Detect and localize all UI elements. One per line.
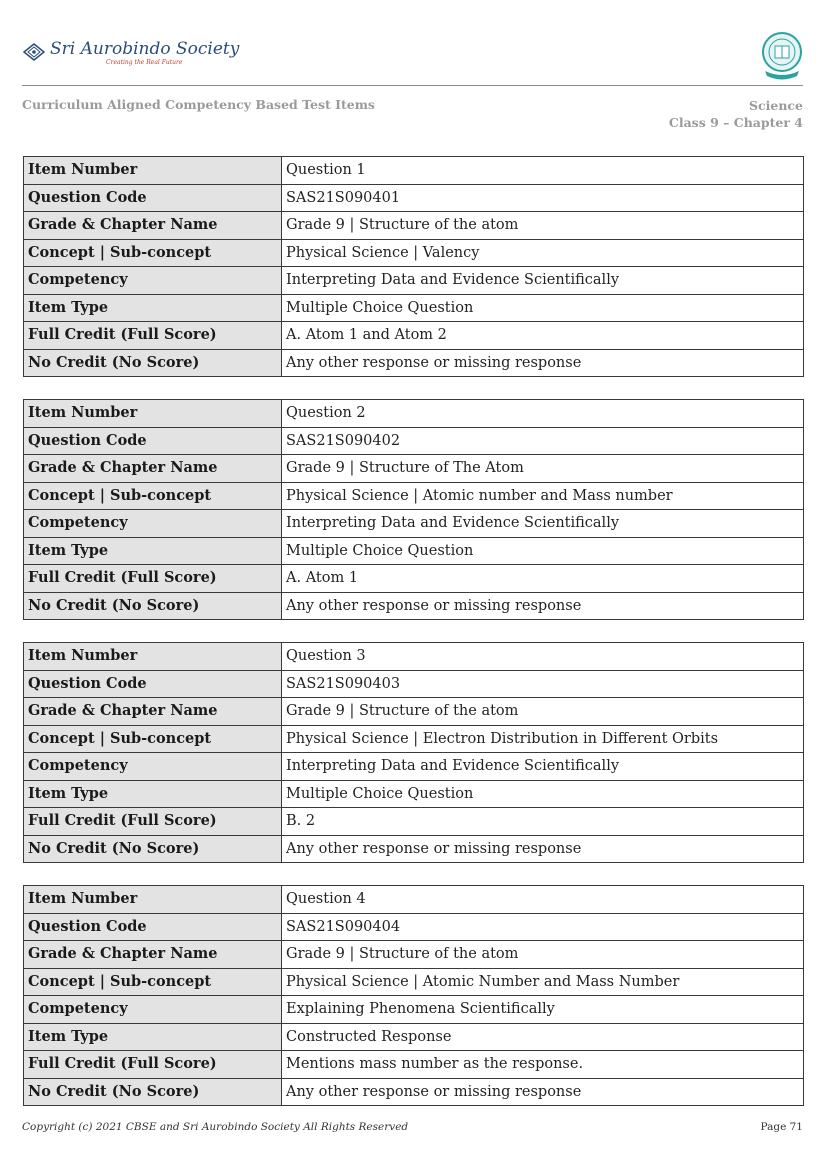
table-row xyxy=(24,1051,804,1079)
table-row xyxy=(24,725,804,753)
value-grade-chapter: Grade 9 | Structure of the atom xyxy=(282,212,804,240)
label-full-credit: Full Credit (Full Score) xyxy=(24,565,282,593)
table-row xyxy=(24,400,804,428)
table-row xyxy=(24,808,804,836)
table-row xyxy=(24,537,804,565)
value-competency: Interpreting Data and Evidence Scientifically xyxy=(282,510,804,538)
value-item-number: Question 1 xyxy=(282,157,804,185)
class-chapter-label: Class 9 – Chapter 4 xyxy=(668,115,803,130)
label-concept: Concept | Sub-concept xyxy=(24,239,282,267)
table-row xyxy=(24,157,804,185)
copyright-notice: Copyright (c) 2021 CBSE and Sri Aurobindo Society All Rights Reserved xyxy=(22,1121,409,1133)
table-row xyxy=(24,1023,804,1051)
subject-chapter-heading xyxy=(669,97,803,131)
label-question-code: Question Code xyxy=(24,670,282,698)
table-row xyxy=(24,455,804,483)
label-no-credit: No Credit (No Score) xyxy=(24,349,282,377)
value-full-credit: B. 2 xyxy=(282,808,804,836)
label-grade-chapter: Grade & Chapter Name xyxy=(24,941,282,969)
value-grade-chapter: Grade 9 | Structure of the atom xyxy=(282,698,804,726)
document-title: Curriculum Aligned Competency Based Test Items xyxy=(22,97,375,112)
value-question-code: SAS21S090402 xyxy=(282,427,804,455)
label-item-number: Item Number xyxy=(24,643,282,671)
label-concept: Concept | Sub-concept xyxy=(24,968,282,996)
table-row xyxy=(24,753,804,781)
label-no-credit: No Credit (No Score) xyxy=(24,592,282,620)
cbse-seal-logo xyxy=(761,31,803,81)
table-row xyxy=(24,565,804,593)
cbse-seal-icon xyxy=(761,31,803,81)
table-row xyxy=(24,322,804,350)
label-full-credit: Full Credit (Full Score) xyxy=(24,808,282,836)
value-full-credit: Mentions mass number as the response. xyxy=(282,1051,804,1079)
value-no-credit: Any other response or missing response xyxy=(282,349,804,377)
table-row xyxy=(24,294,804,322)
label-concept: Concept | Sub-concept xyxy=(24,482,282,510)
value-concept: Physical Science | Electron Distribution in Different Orbits xyxy=(282,725,804,753)
value-item-type: Multiple Choice Question xyxy=(282,294,804,322)
table-row xyxy=(24,941,804,969)
label-item-number: Item Number xyxy=(24,400,282,428)
label-full-credit: Full Credit (Full Score) xyxy=(24,1051,282,1079)
value-item-number: Question 3 xyxy=(282,643,804,671)
value-item-type: Multiple Choice Question xyxy=(282,537,804,565)
label-grade-chapter: Grade & Chapter Name xyxy=(24,212,282,240)
table-row xyxy=(24,482,804,510)
label-no-credit: No Credit (No Score) xyxy=(24,1078,282,1106)
value-full-credit: A. Atom 1 xyxy=(282,565,804,593)
table-row xyxy=(24,427,804,455)
value-no-credit: Any other response or missing response xyxy=(282,1078,804,1106)
label-question-code: Question Code xyxy=(24,427,282,455)
label-question-code: Question Code xyxy=(24,184,282,212)
table-row xyxy=(24,913,804,941)
table-row xyxy=(24,239,804,267)
value-no-credit: Any other response or missing response xyxy=(282,835,804,863)
org-tagline: Creating the Real Future xyxy=(106,58,183,66)
table-row xyxy=(24,1078,804,1106)
table-row xyxy=(24,835,804,863)
value-item-number: Question 2 xyxy=(282,400,804,428)
value-question-code: SAS21S090401 xyxy=(282,184,804,212)
label-question-code: Question Code xyxy=(24,913,282,941)
label-item-type: Item Type xyxy=(24,1023,282,1051)
value-question-code: SAS21S090403 xyxy=(282,670,804,698)
table-row xyxy=(24,643,804,671)
table-row xyxy=(24,698,804,726)
society-emblem-icon xyxy=(22,42,46,62)
table-row xyxy=(24,996,804,1024)
label-grade-chapter: Grade & Chapter Name xyxy=(24,455,282,483)
table-row xyxy=(24,968,804,996)
table-row xyxy=(24,267,804,295)
item-table-question-2 xyxy=(23,399,804,620)
table-row xyxy=(24,886,804,914)
value-full-credit: A. Atom 1 and Atom 2 xyxy=(282,322,804,350)
label-item-type: Item Type xyxy=(24,537,282,565)
page-number: Page 71 xyxy=(760,1121,803,1133)
item-table-question-3 xyxy=(23,642,804,863)
table-row xyxy=(24,780,804,808)
label-competency: Competency xyxy=(24,267,282,295)
value-no-credit: Any other response or missing response xyxy=(282,592,804,620)
value-item-type: Multiple Choice Question xyxy=(282,780,804,808)
value-item-number: Question 4 xyxy=(282,886,804,914)
table-row xyxy=(24,349,804,377)
table-row xyxy=(24,592,804,620)
label-item-type: Item Type xyxy=(24,294,282,322)
table-row xyxy=(24,184,804,212)
item-table-question-1 xyxy=(23,156,804,377)
value-concept: Physical Science | Valency xyxy=(282,239,804,267)
label-competency: Competency xyxy=(24,510,282,538)
label-competency: Competency xyxy=(24,996,282,1024)
header-divider xyxy=(22,85,803,86)
value-grade-chapter: Grade 9 | Structure of the atom xyxy=(282,941,804,969)
org-name: Sri Aurobindo Society xyxy=(50,38,240,59)
value-competency: Interpreting Data and Evidence Scientifically xyxy=(282,267,804,295)
table-row xyxy=(24,212,804,240)
label-no-credit: No Credit (No Score) xyxy=(24,835,282,863)
value-item-type: Constructed Response xyxy=(282,1023,804,1051)
table-row xyxy=(24,510,804,538)
label-grade-chapter: Grade & Chapter Name xyxy=(24,698,282,726)
label-item-type: Item Type xyxy=(24,780,282,808)
label-item-number: Item Number xyxy=(24,157,282,185)
subject-label: Science xyxy=(749,98,803,113)
item-table-question-4 xyxy=(23,885,804,1106)
value-question-code: SAS21S090404 xyxy=(282,913,804,941)
label-item-number: Item Number xyxy=(24,886,282,914)
value-competency: Interpreting Data and Evidence Scientifically xyxy=(282,753,804,781)
label-full-credit: Full Credit (Full Score) xyxy=(24,322,282,350)
value-concept: Physical Science | Atomic Number and Mass Number xyxy=(282,968,804,996)
label-competency: Competency xyxy=(24,753,282,781)
value-competency: Explaining Phenomena Scientifically xyxy=(282,996,804,1024)
label-concept: Concept | Sub-concept xyxy=(24,725,282,753)
sri-aurobindo-society-logo xyxy=(22,38,239,66)
value-grade-chapter: Grade 9 | Structure of The Atom xyxy=(282,455,804,483)
table-row xyxy=(24,670,804,698)
value-concept: Physical Science | Atomic number and Mass number xyxy=(282,482,804,510)
